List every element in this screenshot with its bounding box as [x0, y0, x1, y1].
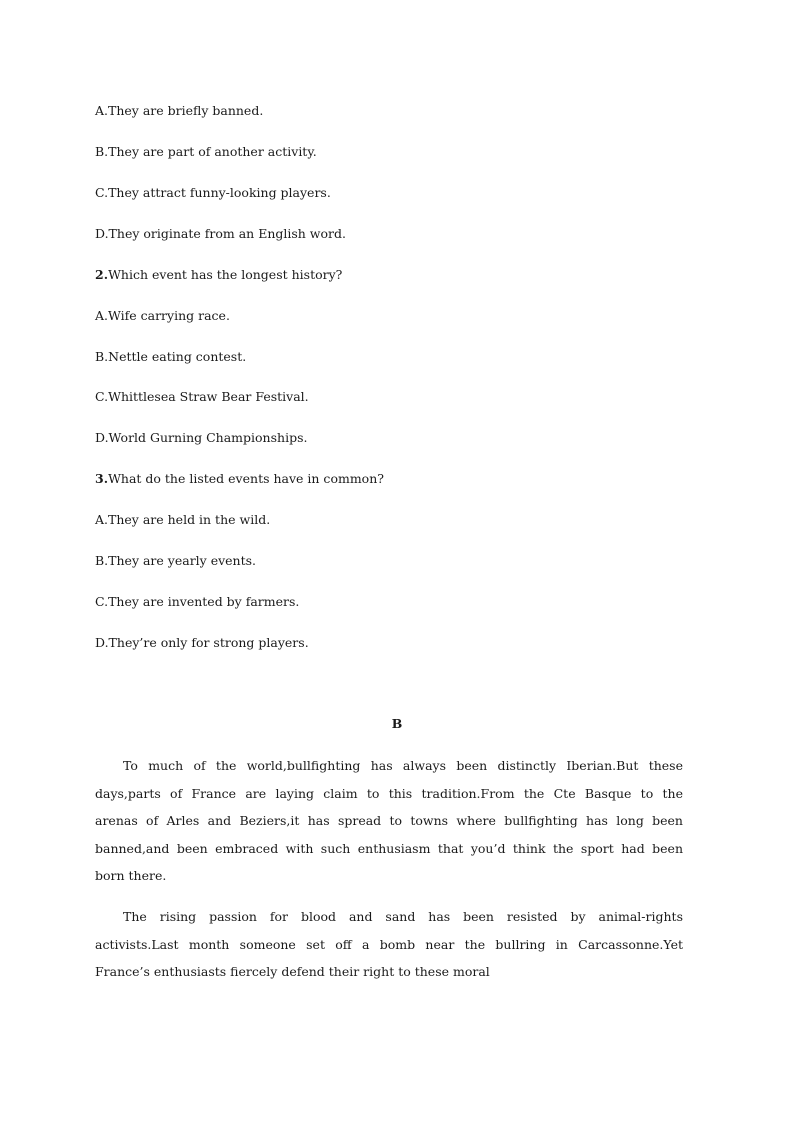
- paragraph-line: days,parts of France are laying claim to this tradition.From the Cte Basque to the: [95, 785, 683, 801]
- paragraph-line: arenas of Arles and Beziers,it has spread to towns where bullfighting has long been: [95, 813, 683, 828]
- q2-option-a: A.Wife carrying race.: [95, 308, 230, 323]
- passage-paragraph-1: [95, 752, 683, 890]
- q2-stem: Which event has the longest history?: [108, 267, 343, 282]
- paragraph-line: France’s enthusiasts fiercely defend their right to these moral: [95, 964, 490, 979]
- q2-number: 2.: [95, 267, 109, 282]
- passage-paragraph-2: [95, 903, 683, 986]
- q2-option-c: C.Whittlesea Straw Bear Festival.: [95, 389, 309, 404]
- q2-option-d: D.World Gurning Championships.: [95, 430, 308, 445]
- q2-question: [95, 267, 342, 283]
- section-heading: B: [391, 716, 403, 731]
- q1-option-d: D.They originate from an English word.: [95, 226, 346, 241]
- q2-option-b: B.Nettle eating contest.: [95, 349, 247, 364]
- q1-option-b: B.They are part of another activity.: [95, 144, 317, 159]
- q3-number: 3.: [95, 471, 109, 486]
- q3-question: [95, 471, 384, 487]
- paragraph-line: banned,and been embraced with such enthusiasm that you’d think the sport had been: [95, 840, 683, 856]
- paragraph-line: To much of the world,bullfighting has always been distinctly Iberian.But these: [123, 758, 683, 773]
- paragraph-line: born there.: [95, 868, 167, 883]
- q3-option-a: A.They are held in the wild.: [95, 512, 271, 527]
- q1-option-c: C.They attract funny-looking players.: [95, 185, 331, 200]
- q3-option-b: B.They are yearly events.: [95, 553, 257, 568]
- paragraph-line: activists.Last month someone set off a bomb near the bullring in Carcassonne.Yet: [95, 936, 683, 952]
- q1-option-a: A.They are briefly banned.: [95, 103, 264, 118]
- q3-option-c: C.They are invented by farmers.: [95, 594, 300, 609]
- q3-stem: What do the listed events have in common?: [108, 471, 384, 486]
- q3-option-d: D.They’re only for strong players.: [95, 635, 309, 650]
- paragraph-line: The rising passion for blood and sand has been resisted by animal-rights: [123, 909, 683, 924]
